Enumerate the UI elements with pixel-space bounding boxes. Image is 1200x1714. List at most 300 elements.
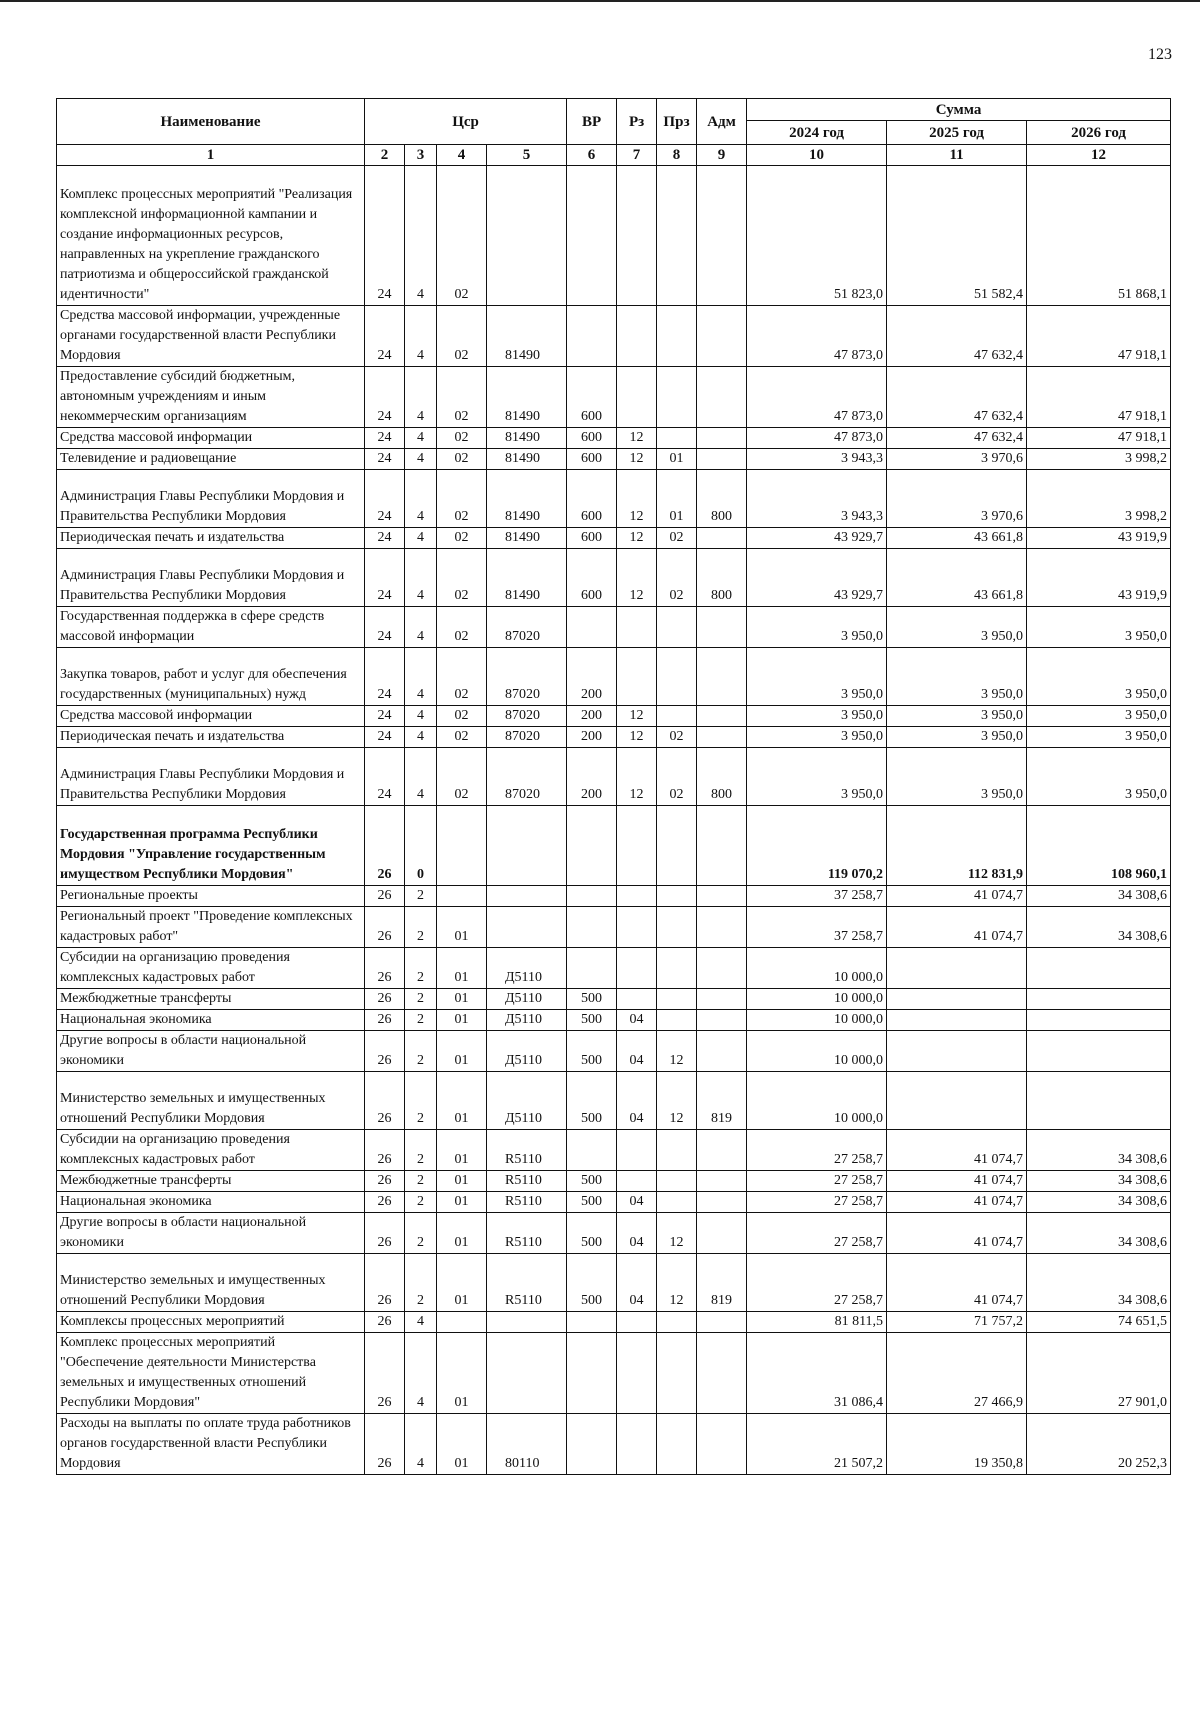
row-code-rz [617, 1171, 657, 1192]
row-code-rz [617, 989, 657, 1010]
row-code-rz: 12 [617, 549, 657, 607]
row-amount-s2024: 43 929,7 [747, 549, 887, 607]
row-amount-s2024: 27 258,7 [747, 1254, 887, 1312]
row-code-c3: 2 [405, 1031, 437, 1072]
header-name: Наименование [57, 99, 365, 145]
row-code-c3: 2 [405, 1254, 437, 1312]
row-code-adm [697, 989, 747, 1010]
row-code-c5 [487, 166, 567, 306]
row-code-c2: 26 [365, 806, 405, 886]
row-code-vr: 200 [567, 748, 617, 806]
row-code-c2: 24 [365, 470, 405, 528]
row-amount-s2025: 51 582,4 [887, 166, 1027, 306]
row-code-rz: 12 [617, 428, 657, 449]
row-amount-s2026: 47 918,1 [1027, 428, 1171, 449]
row-amount-s2025: 47 632,4 [887, 306, 1027, 367]
row-code-prz [657, 907, 697, 948]
page-number: 123 [1148, 46, 1172, 63]
row-code-c4: 02 [437, 748, 487, 806]
row-amount-s2024: 37 258,7 [747, 886, 887, 907]
row-name: Комплекс процессных мероприятий "Реализация комплексной информационной кампании и создание информационных ресурсов, направленных на укрепление гражданского патриотизма и общероссийской гражданской идентичности" [57, 166, 365, 306]
row-code-c5: 81490 [487, 549, 567, 607]
row-amount-s2026 [1027, 1010, 1171, 1031]
header-adm: Адм [697, 99, 747, 145]
row-name: Субсидии на организацию проведения комплексных кадастровых работ [57, 948, 365, 989]
row-amount-s2025 [887, 1072, 1027, 1130]
header-year-2024: 2024 год [747, 121, 887, 145]
row-code-c5 [487, 1333, 567, 1414]
table-row [57, 1010, 1171, 1031]
row-code-c4: 02 [437, 367, 487, 428]
row-code-rz [617, 1312, 657, 1333]
row-code-c5: Д5110 [487, 989, 567, 1010]
row-code-vr: 600 [567, 528, 617, 549]
column-number: 8 [657, 145, 697, 166]
row-code-rz: 12 [617, 727, 657, 748]
row-name: Администрация Главы Республики Мордовия и Правительства Республики Мордовия [57, 748, 365, 806]
row-code-adm [697, 449, 747, 470]
row-code-c3: 4 [405, 648, 437, 706]
table-row [57, 706, 1171, 727]
row-code-adm [697, 907, 747, 948]
row-code-rz [617, 648, 657, 706]
row-code-prz [657, 706, 697, 727]
row-code-c3: 2 [405, 1192, 437, 1213]
row-code-c2: 26 [365, 1031, 405, 1072]
row-code-rz [617, 607, 657, 648]
row-name: Комплексы процессных мероприятий [57, 1312, 365, 1333]
row-code-c4: 01 [437, 907, 487, 948]
row-code-c5: R5110 [487, 1213, 567, 1254]
row-amount-s2026: 47 918,1 [1027, 367, 1171, 428]
row-code-c3: 2 [405, 907, 437, 948]
row-code-c4: 01 [437, 1192, 487, 1213]
row-code-c2: 26 [365, 1414, 405, 1475]
row-code-c4: 01 [437, 1213, 487, 1254]
header-sum: Сумма [747, 99, 1171, 121]
row-code-adm [697, 706, 747, 727]
row-name: Межбюджетные трансферты [57, 989, 365, 1010]
row-amount-s2024: 47 873,0 [747, 367, 887, 428]
row-name: Государственная поддержка в сфере средств массовой информации [57, 607, 365, 648]
row-code-c5: Д5110 [487, 1072, 567, 1130]
row-name: Другие вопросы в области национальной экономики [57, 1031, 365, 1072]
table-row [57, 748, 1171, 806]
row-code-c4: 02 [437, 648, 487, 706]
row-amount-s2025: 3 970,6 [887, 449, 1027, 470]
table-row [57, 648, 1171, 706]
table-row [57, 1213, 1171, 1254]
row-code-c4: 01 [437, 989, 487, 1010]
row-code-c4: 01 [437, 1414, 487, 1475]
row-amount-s2026 [1027, 1072, 1171, 1130]
row-amount-s2024: 3 943,3 [747, 449, 887, 470]
row-code-c3: 4 [405, 306, 437, 367]
row-code-c4: 01 [437, 1171, 487, 1192]
table-row [57, 528, 1171, 549]
row-amount-s2026: 27 901,0 [1027, 1333, 1171, 1414]
row-code-c2: 24 [365, 428, 405, 449]
row-amount-s2025: 47 632,4 [887, 367, 1027, 428]
row-name: Средства массовой информации [57, 706, 365, 727]
row-name: Министерство земельных и имущественных отношений Республики Мордовия [57, 1254, 365, 1312]
row-code-c4: 02 [437, 549, 487, 607]
row-amount-s2025: 3 950,0 [887, 648, 1027, 706]
row-code-c2: 24 [365, 607, 405, 648]
row-code-c3: 4 [405, 367, 437, 428]
row-code-c5: Д5110 [487, 1031, 567, 1072]
row-code-c5: 87020 [487, 648, 567, 706]
row-name: Национальная экономика [57, 1192, 365, 1213]
table-row [57, 470, 1171, 528]
table-row [57, 1192, 1171, 1213]
row-amount-s2025: 41 074,7 [887, 1213, 1027, 1254]
row-name: Министерство земельных и имущественных отношений Республики Мордовия [57, 1072, 365, 1130]
row-code-c5 [487, 1312, 567, 1333]
row-amount-s2026: 20 252,3 [1027, 1414, 1171, 1475]
row-code-rz: 04 [617, 1213, 657, 1254]
column-number: 11 [887, 145, 1027, 166]
row-amount-s2025: 43 661,8 [887, 549, 1027, 607]
row-code-adm [697, 1192, 747, 1213]
table-row [57, 607, 1171, 648]
row-code-rz [617, 1333, 657, 1414]
row-code-c5: 81490 [487, 470, 567, 528]
row-code-c3: 2 [405, 886, 437, 907]
row-code-adm [697, 367, 747, 428]
row-amount-s2025: 41 074,7 [887, 1192, 1027, 1213]
row-code-prz: 12 [657, 1072, 697, 1130]
header-year-2026: 2026 год [1027, 121, 1171, 145]
table-row [57, 1254, 1171, 1312]
row-code-vr: 600 [567, 428, 617, 449]
table-row [57, 449, 1171, 470]
row-amount-s2024: 47 873,0 [747, 306, 887, 367]
row-code-vr [567, 907, 617, 948]
row-code-prz: 12 [657, 1213, 697, 1254]
row-code-rz [617, 806, 657, 886]
row-code-vr: 600 [567, 449, 617, 470]
row-amount-s2025: 41 074,7 [887, 1254, 1027, 1312]
column-number: 2 [365, 145, 405, 166]
table-row [57, 948, 1171, 989]
table-row [57, 806, 1171, 886]
row-code-c3: 4 [405, 727, 437, 748]
row-code-adm: 800 [697, 549, 747, 607]
table-row [57, 1031, 1171, 1072]
row-name: Телевидение и радиовещание [57, 449, 365, 470]
row-code-prz [657, 806, 697, 886]
row-code-prz: 01 [657, 470, 697, 528]
row-name: Региональные проекты [57, 886, 365, 907]
row-code-c5: Д5110 [487, 948, 567, 989]
row-code-c3: 4 [405, 1312, 437, 1333]
row-code-c4: 02 [437, 428, 487, 449]
row-code-adm [697, 428, 747, 449]
row-amount-s2024: 27 258,7 [747, 1171, 887, 1192]
row-amount-s2026: 108 960,1 [1027, 806, 1171, 886]
table-row [57, 428, 1171, 449]
row-amount-s2025: 3 950,0 [887, 607, 1027, 648]
row-code-rz: 04 [617, 1031, 657, 1072]
row-code-c5 [487, 907, 567, 948]
row-code-c3: 2 [405, 1010, 437, 1031]
row-code-vr [567, 1333, 617, 1414]
row-code-rz: 12 [617, 470, 657, 528]
row-code-rz: 04 [617, 1192, 657, 1213]
row-amount-s2026: 34 308,6 [1027, 907, 1171, 948]
row-code-c2: 24 [365, 549, 405, 607]
row-amount-s2025: 43 661,8 [887, 528, 1027, 549]
row-code-adm: 819 [697, 1254, 747, 1312]
row-amount-s2024: 3 950,0 [747, 648, 887, 706]
row-amount-s2026: 34 308,6 [1027, 1254, 1171, 1312]
row-amount-s2026: 34 308,6 [1027, 1130, 1171, 1171]
row-code-vr: 600 [567, 367, 617, 428]
row-code-adm [697, 1414, 747, 1475]
row-code-c4: 01 [437, 1333, 487, 1414]
row-code-prz [657, 607, 697, 648]
row-name: Межбюджетные трансферты [57, 1171, 365, 1192]
row-code-c2: 26 [365, 1333, 405, 1414]
row-code-c5: 87020 [487, 727, 567, 748]
row-code-rz: 12 [617, 528, 657, 549]
row-code-c4: 01 [437, 948, 487, 989]
row-code-c4: 02 [437, 449, 487, 470]
row-code-c2: 26 [365, 907, 405, 948]
row-code-c2: 26 [365, 1213, 405, 1254]
column-number: 1 [57, 145, 365, 166]
row-code-prz [657, 1414, 697, 1475]
row-code-vr [567, 306, 617, 367]
row-amount-s2026: 34 308,6 [1027, 1213, 1171, 1254]
row-amount-s2024: 3 950,0 [747, 706, 887, 727]
row-name: Средства массовой информации, учрежденные органами государственной власти Республики Мордовия [57, 306, 365, 367]
row-code-adm [697, 528, 747, 549]
row-code-prz: 02 [657, 748, 697, 806]
row-code-c3: 2 [405, 948, 437, 989]
row-code-c4: 02 [437, 706, 487, 727]
row-amount-s2026: 3 950,0 [1027, 607, 1171, 648]
row-amount-s2026 [1027, 948, 1171, 989]
row-code-prz: 02 [657, 727, 697, 748]
row-code-adm [697, 1312, 747, 1333]
row-amount-s2024: 43 929,7 [747, 528, 887, 549]
row-code-c3: 2 [405, 1171, 437, 1192]
row-name: Средства массовой информации [57, 428, 365, 449]
row-code-c3: 4 [405, 428, 437, 449]
row-amount-s2025: 3 950,0 [887, 748, 1027, 806]
header-year-2025: 2025 год [887, 121, 1027, 145]
row-amount-s2025: 41 074,7 [887, 886, 1027, 907]
row-code-vr: 500 [567, 1171, 617, 1192]
row-code-c5: 81490 [487, 367, 567, 428]
row-code-adm [697, 1333, 747, 1414]
row-amount-s2026: 51 868,1 [1027, 166, 1171, 306]
row-code-prz [657, 1130, 697, 1171]
row-code-c3: 0 [405, 806, 437, 886]
row-code-vr: 500 [567, 989, 617, 1010]
row-code-c3: 2 [405, 1072, 437, 1130]
row-code-c3: 2 [405, 989, 437, 1010]
row-code-rz: 04 [617, 1010, 657, 1031]
header-prz: Прз [657, 99, 697, 145]
row-code-c2: 26 [365, 1312, 405, 1333]
row-code-rz: 12 [617, 748, 657, 806]
row-code-c2: 26 [365, 1072, 405, 1130]
row-code-c3: 2 [405, 1213, 437, 1254]
row-code-vr [567, 166, 617, 306]
row-code-c3: 4 [405, 1333, 437, 1414]
row-amount-s2024: 47 873,0 [747, 428, 887, 449]
row-code-c3: 4 [405, 1414, 437, 1475]
row-amount-s2025: 19 350,8 [887, 1414, 1027, 1475]
row-code-prz [657, 948, 697, 989]
row-code-adm [697, 607, 747, 648]
column-number: 4 [437, 145, 487, 166]
row-code-c2: 24 [365, 166, 405, 306]
row-code-vr: 200 [567, 706, 617, 727]
row-code-c2: 24 [365, 306, 405, 367]
row-code-prz: 12 [657, 1254, 697, 1312]
column-number-row [57, 145, 1171, 166]
row-code-c5: R5110 [487, 1171, 567, 1192]
row-code-vr: 500 [567, 1031, 617, 1072]
row-amount-s2025: 41 074,7 [887, 1130, 1027, 1171]
row-code-adm [697, 166, 747, 306]
row-amount-s2024: 81 811,5 [747, 1312, 887, 1333]
row-code-vr [567, 607, 617, 648]
row-code-rz [617, 166, 657, 306]
row-code-adm [697, 1031, 747, 1072]
row-code-rz [617, 886, 657, 907]
row-code-adm: 819 [697, 1072, 747, 1130]
row-code-c4 [437, 1312, 487, 1333]
row-amount-s2024: 3 943,3 [747, 470, 887, 528]
row-amount-s2025: 41 074,7 [887, 907, 1027, 948]
row-code-adm [697, 306, 747, 367]
row-code-vr [567, 1414, 617, 1475]
row-code-prz [657, 886, 697, 907]
row-code-prz [657, 306, 697, 367]
table-row [57, 727, 1171, 748]
row-code-c2: 24 [365, 449, 405, 470]
row-code-c2: 24 [365, 528, 405, 549]
row-name: Закупка товаров, работ и услуг для обеспечения государственных (муниципальных) нужд [57, 648, 365, 706]
row-code-prz [657, 367, 697, 428]
row-amount-s2025: 3 950,0 [887, 706, 1027, 727]
table-row [57, 306, 1171, 367]
row-code-rz [617, 907, 657, 948]
row-code-c4: 02 [437, 306, 487, 367]
row-amount-s2026 [1027, 989, 1171, 1010]
row-code-prz [657, 1010, 697, 1031]
row-code-c5 [487, 806, 567, 886]
row-code-prz [657, 989, 697, 1010]
row-code-vr: 600 [567, 470, 617, 528]
row-code-rz [617, 306, 657, 367]
row-amount-s2026: 43 919,9 [1027, 549, 1171, 607]
row-code-prz [657, 1171, 697, 1192]
column-number: 7 [617, 145, 657, 166]
row-amount-s2025: 27 466,9 [887, 1333, 1027, 1414]
row-code-c4 [437, 806, 487, 886]
row-amount-s2026: 43 919,9 [1027, 528, 1171, 549]
row-amount-s2024: 10 000,0 [747, 948, 887, 989]
row-code-vr [567, 948, 617, 989]
row-code-c5: 81490 [487, 528, 567, 549]
row-code-c4: 02 [437, 470, 487, 528]
table-row [57, 1072, 1171, 1130]
row-code-prz [657, 648, 697, 706]
row-code-adm: 800 [697, 748, 747, 806]
table-body [57, 166, 1171, 1475]
row-amount-s2025 [887, 1031, 1027, 1072]
row-code-c2: 26 [365, 886, 405, 907]
row-amount-s2025: 112 831,9 [887, 806, 1027, 886]
table-row [57, 549, 1171, 607]
row-amount-s2025 [887, 989, 1027, 1010]
row-code-adm [697, 948, 747, 989]
row-amount-s2026: 47 918,1 [1027, 306, 1171, 367]
row-code-c2: 26 [365, 1254, 405, 1312]
row-code-c4: 01 [437, 1031, 487, 1072]
row-code-rz: 12 [617, 449, 657, 470]
row-amount-s2026: 74 651,5 [1027, 1312, 1171, 1333]
top-rule [0, 0, 1200, 2]
column-number: 5 [487, 145, 567, 166]
row-code-adm [697, 1213, 747, 1254]
table-row [57, 1333, 1171, 1414]
row-name: Комплекс процессных мероприятий "Обеспечение деятельности Министерства земельных и имущественных отношений Республики Мордовия" [57, 1333, 365, 1414]
header-vr: ВР [567, 99, 617, 145]
row-code-c2: 26 [365, 989, 405, 1010]
row-code-adm [697, 1130, 747, 1171]
row-code-prz: 12 [657, 1031, 697, 1072]
table-row [57, 1414, 1171, 1475]
row-code-prz [657, 1333, 697, 1414]
row-code-adm [697, 1010, 747, 1031]
row-code-c4: 02 [437, 727, 487, 748]
row-code-prz [657, 428, 697, 449]
row-code-c3: 4 [405, 449, 437, 470]
row-amount-s2024: 3 950,0 [747, 607, 887, 648]
row-name: Администрация Главы Республики Мордовия и Правительства Республики Мордовия [57, 549, 365, 607]
row-amount-s2024: 3 950,0 [747, 748, 887, 806]
column-number: 3 [405, 145, 437, 166]
table-row [57, 886, 1171, 907]
row-code-c2: 26 [365, 1010, 405, 1031]
row-code-prz [657, 1192, 697, 1213]
row-code-prz: 02 [657, 528, 697, 549]
row-code-c5: 87020 [487, 607, 567, 648]
row-code-c4: 01 [437, 1130, 487, 1171]
row-code-vr [567, 886, 617, 907]
row-code-vr: 500 [567, 1213, 617, 1254]
row-code-c3: 4 [405, 470, 437, 528]
row-amount-s2026: 3 950,0 [1027, 706, 1171, 727]
row-amount-s2025: 3 950,0 [887, 727, 1027, 748]
row-code-c3: 4 [405, 748, 437, 806]
row-code-rz [617, 1414, 657, 1475]
budget-table [56, 98, 1171, 1475]
row-amount-s2026: 34 308,6 [1027, 886, 1171, 907]
row-code-c5: 81490 [487, 306, 567, 367]
row-amount-s2024: 3 950,0 [747, 727, 887, 748]
row-code-vr: 500 [567, 1010, 617, 1031]
row-amount-s2026: 3 950,0 [1027, 648, 1171, 706]
table-row [57, 1171, 1171, 1192]
